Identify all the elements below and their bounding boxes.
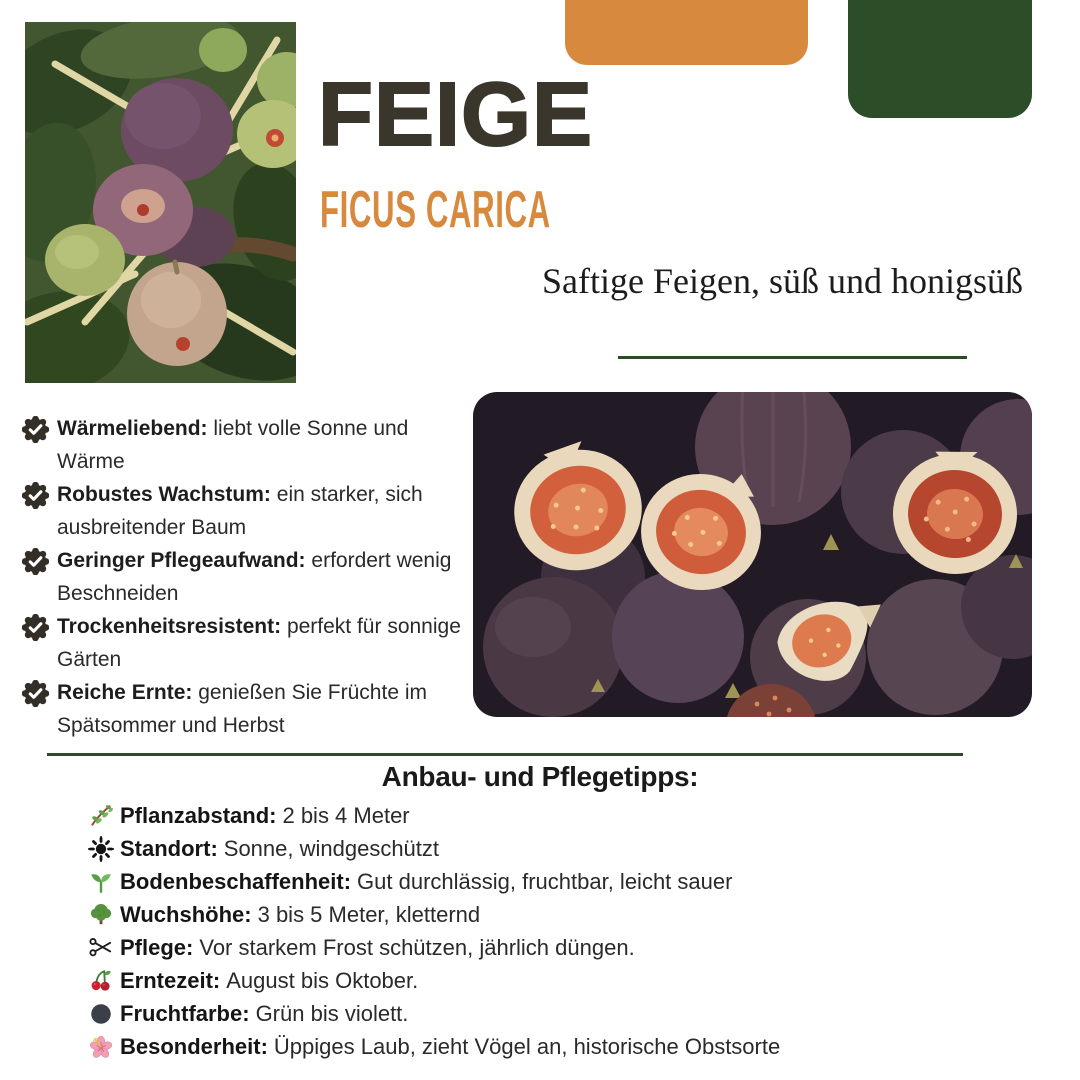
feature-item [22, 412, 466, 478]
deciduous-tree-icon [88, 902, 114, 928]
feature-text: Wärmeliebend: liebt volle Sonne und Wärme [57, 417, 409, 473]
cut-figs-photo [473, 392, 1032, 717]
cherries-icon [88, 968, 114, 994]
green-accent-shape [848, 0, 1032, 118]
hibiscus-icon [88, 1034, 114, 1060]
feature-item [22, 676, 466, 742]
tip-item: Standort: Sonne, windgeschützt [88, 832, 780, 865]
feature-text: Geringer Pflegeaufwand: erfordert wenig Beschneiden [57, 549, 452, 605]
feature-list [22, 412, 466, 742]
feature-item [22, 610, 466, 676]
feature-text: Reiche Ernte: genießen Sie Früchte im Spätsommer und Herbst [57, 681, 427, 737]
feature-text: Robustes Wachstum: ein starker, sich ausbreitender Baum [57, 483, 423, 539]
herb-icon [88, 803, 114, 829]
fig-branch-photo-art [25, 22, 296, 383]
tagline-divider [618, 356, 967, 359]
check-badge-icon [22, 482, 49, 509]
tip-item: Bodenbeschaffenheit: Gut durchlässig, fruchtbar, leicht sauer [88, 865, 780, 898]
tips-divider [47, 753, 963, 756]
check-badge-icon [22, 416, 49, 443]
check-badge-icon [22, 548, 49, 575]
tip-item: Besonderheit: Üppiges Laub, zieht Vögel an, historische Obstsorte [88, 1030, 780, 1063]
sun-icon [88, 836, 114, 862]
feature-item [22, 544, 466, 610]
feature-item [22, 478, 466, 544]
latin-name: FICUS CARICA [320, 181, 551, 239]
tip-item: Fruchtfarbe: Grün bis violett. [88, 997, 780, 1030]
cut-figs-photo-art [473, 392, 1032, 717]
scissors-icon [88, 935, 114, 961]
tips-heading: Anbau- und Pflegetipps: [381, 761, 699, 792]
page-title: FEIGE [318, 65, 594, 165]
tips-list [88, 799, 780, 1063]
black-circle-icon [88, 1001, 114, 1027]
tagline: Saftige Feigen, süß und honigsüß [542, 261, 1023, 301]
tip-item: Pflege: Vor starkem Frost schützen, jährlich düngen. [88, 931, 780, 964]
tip-item: Erntezeit: August bis Oktober. [88, 964, 780, 997]
check-badge-icon [22, 614, 49, 641]
seedling-icon [88, 869, 114, 895]
tip-item: Wuchshöhe: 3 bis 5 Meter, kletternd [88, 898, 780, 931]
tip-item: Pflanzabstand: 2 bis 4 Meter [88, 799, 780, 832]
check-badge-icon [22, 680, 49, 707]
orange-accent-shape [565, 0, 808, 65]
fig-branch-photo [25, 22, 296, 383]
feature-text: Trockenheitsresistent: perfekt für sonnige Gärten [57, 615, 461, 671]
